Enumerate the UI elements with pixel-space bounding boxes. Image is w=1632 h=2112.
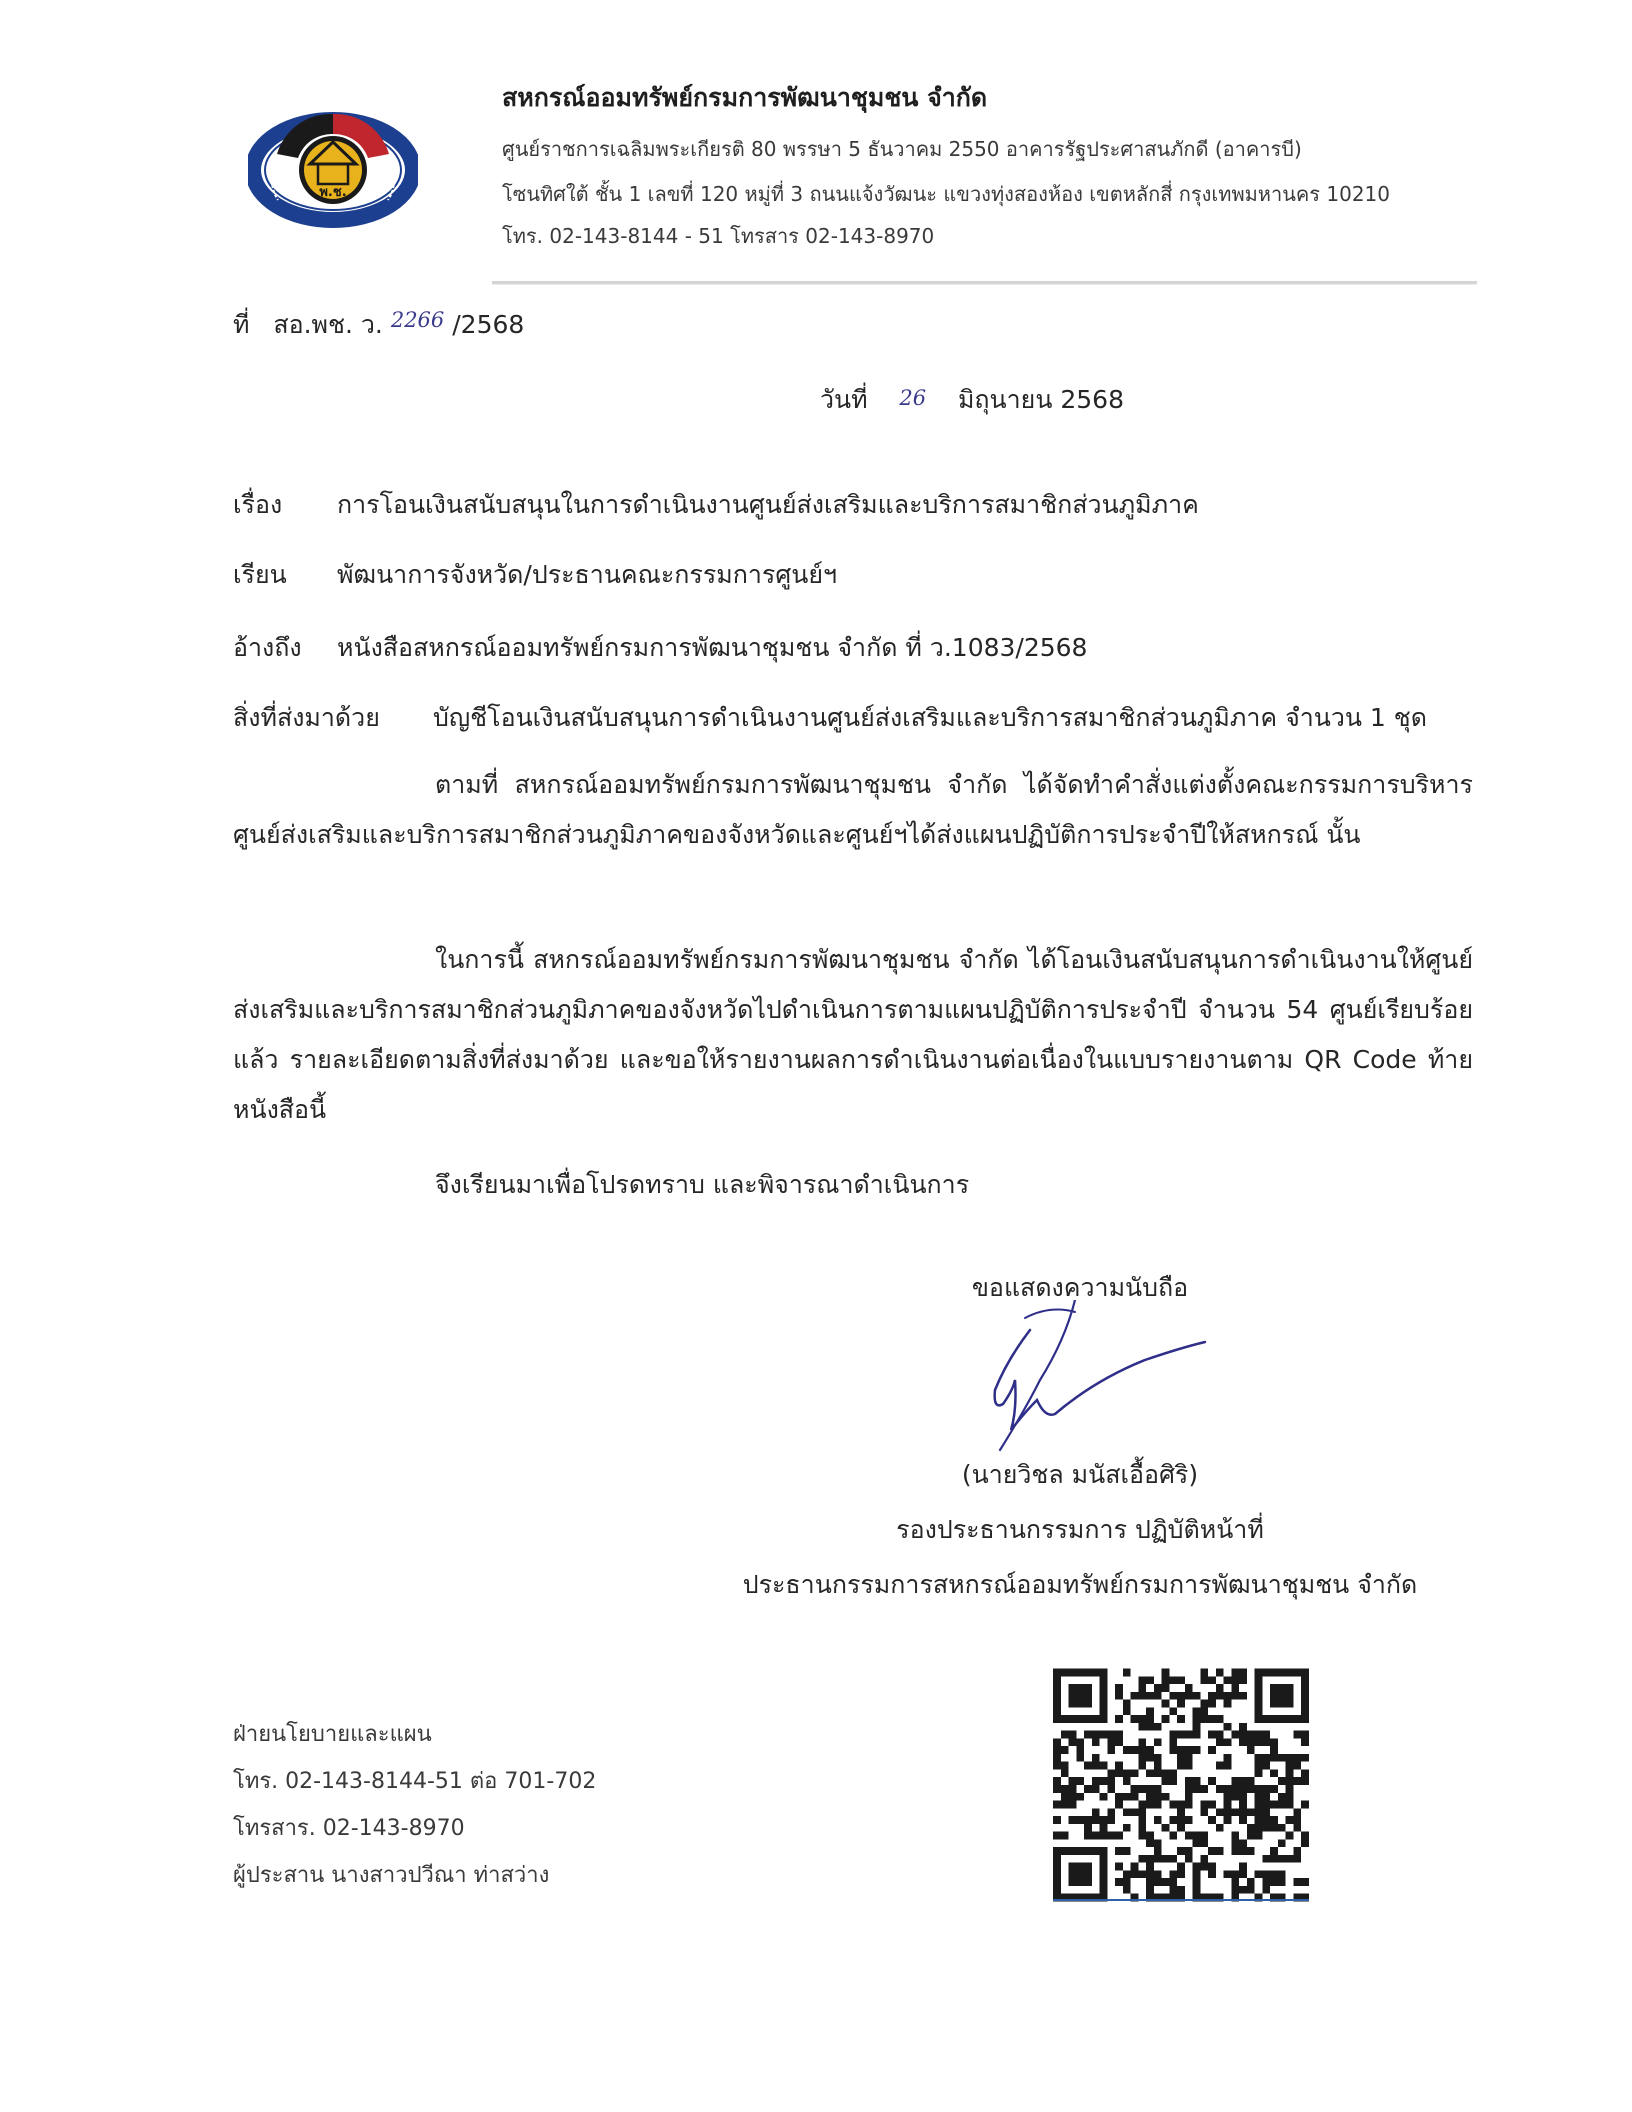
refer-label: อ้างถึง: [233, 633, 302, 662]
subject-label: เรื่อง: [233, 490, 283, 519]
report-qr-code[interactable]: [1053, 1668, 1309, 1902]
to-label: เรียน: [233, 560, 287, 589]
footer-department: ฝ่ายนโยบายและแผน: [233, 1722, 432, 1747]
body-paragraph-2: [233, 935, 1473, 1135]
signer-position-1: รองประธานกรรมการ ปฏิบัติหน้าที่: [896, 1515, 1264, 1544]
date-label: วันที่: [820, 385, 868, 414]
address-line-2: โซนทิศใต้ ชั้น 1 เลขที่ 120 หมู่ที่ 3 ถนนแจ้งวัฒนะ แขวงทุ่งสองห้อง เขตหลักสี่ กรุงเทพมหานคร 10210: [502, 182, 1390, 206]
paragraph-1-text: ตามที่ สหกรณ์ออมทรัพย์กรมการพัฒนาชุมชน จำกัด ได้จัดทำคำสั่งแต่งตั้งคณะกรรมการบริหารศูนย์ส่งเสริมและบริการสมาชิกส่วนภูมิภาคของจังหวัดและศูนย์ฯได้ส่งแผนปฏิบัติการประจำปีให้สหกรณ์ นั้น: [233, 770, 1473, 849]
closing-request: จึงเรียนมาเพื่อโปรดทราบ และพิจารณาดำเนินการ: [435, 1170, 970, 1199]
date-handwritten-day: 26: [899, 386, 927, 410]
subject-text: การโอนเงินสนับสนุนในการดำเนินงานศูนย์ส่งเสริมและบริการสมาชิกส่วนภูมิภาค: [337, 490, 1199, 519]
reference-suffix: /2568: [452, 310, 525, 339]
handwritten-signature: [955, 1300, 1255, 1460]
contact-line: โทร. 02-143-8144 - 51 โทรสาร 02-143-8970: [502, 224, 935, 248]
enclosure-text: บัญชีโอนเงินสนับสนุนการดำเนินงานศูนย์ส่งเสริมและบริการสมาชิกส่วนภูมิภาค จำนวน 1 ชุด: [433, 703, 1427, 732]
to-text: พัฒนาการจังหวัด/ประธานคณะกรรมการศูนย์ฯ: [337, 560, 837, 589]
footer-phone: โทร. 02-143-8144-51 ต่อ 701-702: [233, 1769, 597, 1794]
letter-date: [820, 380, 1124, 420]
closing-salutation: ขอแสดงความนับถือ: [971, 1273, 1189, 1302]
address-line-1: ศูนย์ราชการเฉลิมพระเกียรติ 80 พรรษา 5 ธันวาคม 2550 อาคารรัฐประศาสนภักดี (อาคารบี): [502, 137, 1302, 161]
reference-number: [233, 305, 524, 345]
paragraph-2-text: ในการนี้ สหกรณ์ออมทรัพย์กรมการพัฒนาชุมชน จำกัด ได้โอนเงินสนับสนุนการดำเนินงานให้ศูนย์ส่งเสริมและบริการสมาชิกส่วนภูมิภาคของจังหวัดไปดำเนินการตามแผนปฏิบัติการประจำปี จำนวน 54 ศูนย์เรียบร้อยแล้ว รายละเอียดตามสิ่งที่ส่งมาด้วย และขอให้รายงานผลการดำเนินงานต่อเนื่องในแบบรายงานตาม QR Code ท้ายหนังสือนี้: [233, 945, 1473, 1124]
signer-position-2: ประธานกรรมการสหกรณ์ออมทรัพย์กรมการพัฒนาชุมชน จำกัด: [742, 1570, 1418, 1599]
organization-name: สหกรณ์ออมทรัพย์กรมการพัฒนาชุมชน จำกัด: [502, 83, 988, 112]
cooperative-logo: [248, 108, 418, 228]
header-divider: [492, 281, 1477, 285]
reference-label: ที่: [233, 310, 250, 339]
body-paragraph-1: [233, 760, 1473, 860]
date-month-year: มิถุนายน 2568: [957, 385, 1124, 414]
logo-text: พ.ช.: [319, 185, 347, 200]
reference-handwritten-number: 2266: [390, 308, 445, 332]
signer-name: (นายวิชล มนัสเอื้อศิริ): [961, 1460, 1199, 1489]
enclosure-label: สิ่งที่ส่งมาด้วย: [233, 703, 380, 732]
footer-fax: โทรสาร. 02-143-8970: [233, 1816, 465, 1841]
refer-text: หนังสือสหกรณ์ออมทรัพย์กรมการพัฒนาชุมชน จำกัด ที่ ว.1083/2568: [337, 633, 1088, 662]
reference-prefix: สอ.พช. ว.: [273, 310, 383, 339]
footer-coordinator: ผู้ประสาน นางสาวปวีณา ท่าสว่าง: [233, 1863, 550, 1888]
